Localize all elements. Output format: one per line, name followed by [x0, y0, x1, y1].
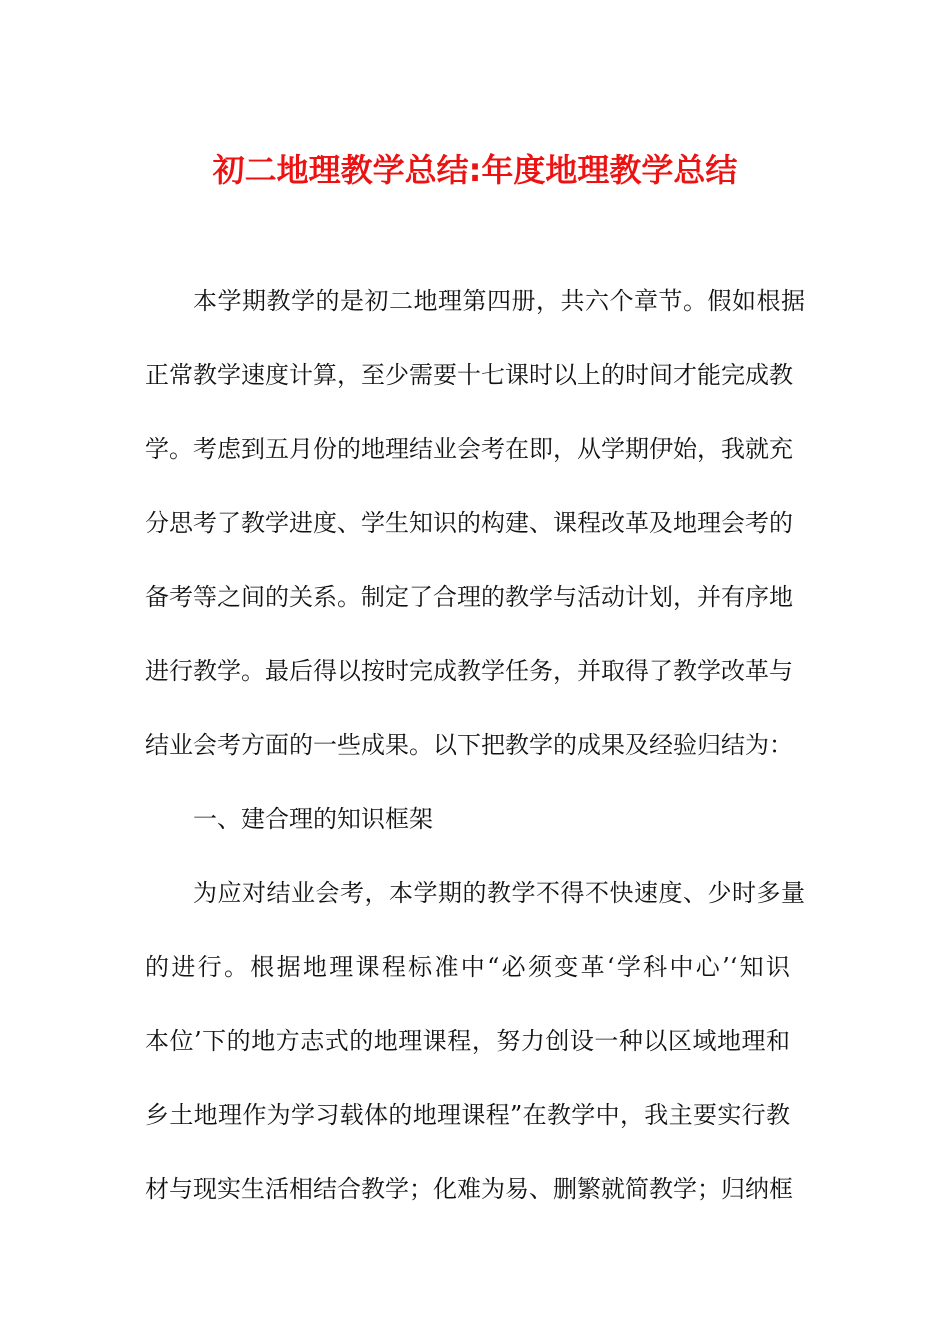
document-title: 初二地理教学总结:年度地理教学总结: [212, 151, 738, 189]
paragraph-2-line-3: 本位’下的地方志式的地理课程，努力创设一种以区域地理和: [145, 1027, 790, 1055]
paragraph-1-line-4: 分思考了教学进度、学生知识的构建、课程改革及地理会考的: [145, 509, 793, 537]
paragraph-1-line-7: 结业会考方面的一些成果。以下把教学的成果及经验归结为：: [145, 731, 793, 759]
paragraph-2-line-1: 为应对结业会考，本学期的教学不得不快速度、少时多量: [193, 879, 805, 907]
paragraph-2-line-2: 的进行。根据地理课程标准中“必须变革‘学科中心’‘知识: [145, 953, 790, 981]
paragraph-1-line-6: 进行教学。最后得以按时完成教学任务，并取得了教学改革与: [145, 657, 793, 685]
paragraph-2-line-4: 乡土地理作为学习载体的地理课程”在教学中，我主要实行教: [145, 1101, 790, 1129]
paragraph-2-line-5: 材与现实生活相结合教学；化难为易、删繁就简教学；归纳框: [145, 1175, 793, 1203]
paragraph-1-line-3: 学。考虑到五月份的地理结业会考在即，从学期伊始，我就充: [145, 435, 793, 463]
paragraph-1-line-2: 正常教学速度计算，至少需要十七课时以上的时间才能完成教: [145, 361, 793, 389]
paragraph-1-line-5: 备考等之间的关系。制定了合理的教学与活动计划，并有序地: [145, 583, 793, 611]
paragraph-1-line-1: 本学期教学的是初二地理第四册，共六个章节。假如根据: [193, 287, 805, 315]
section-heading: 一、建合理的知识框架: [193, 805, 433, 833]
